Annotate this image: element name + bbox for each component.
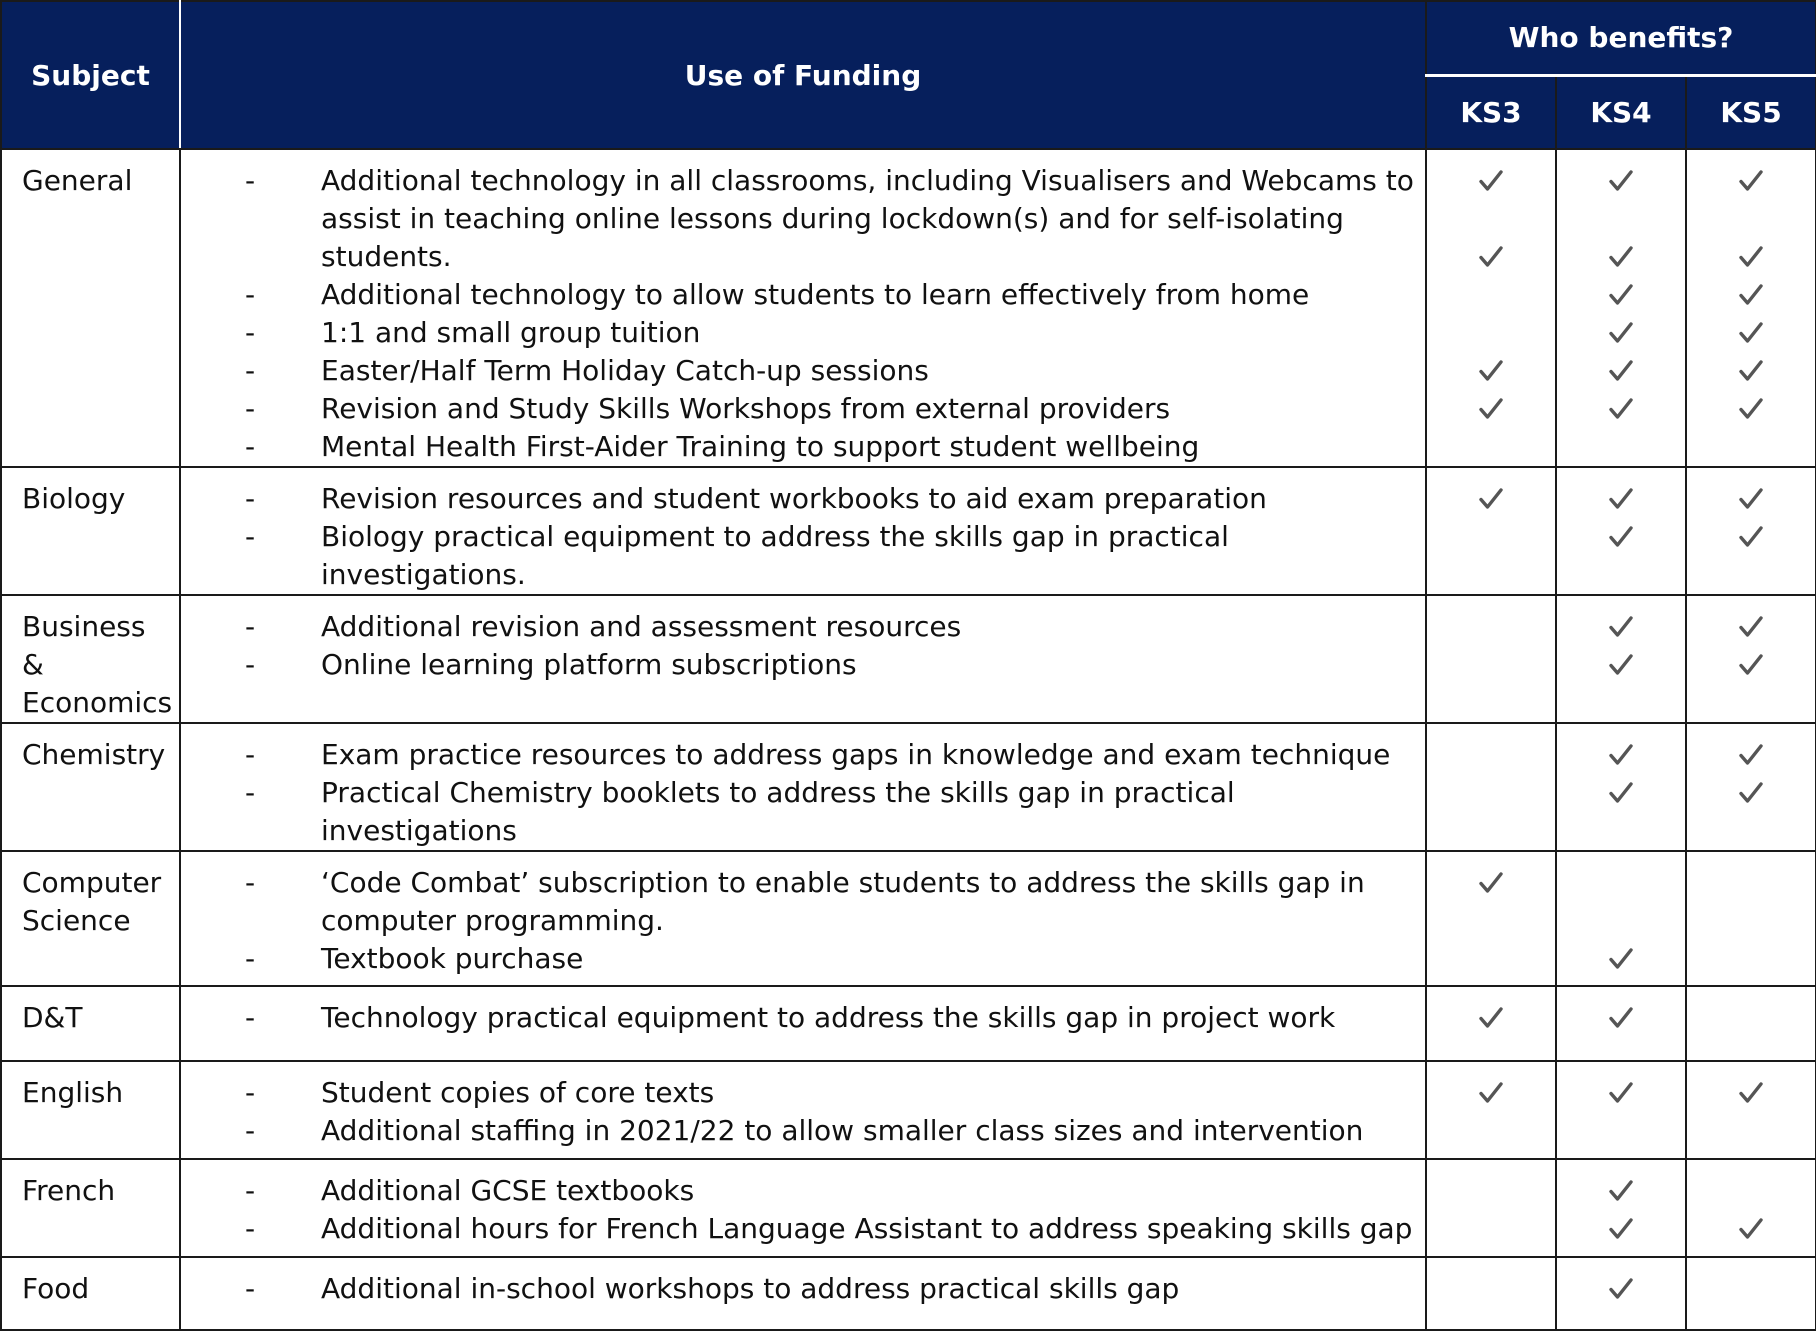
ks3-cell: [1426, 851, 1556, 986]
checkmark-icon: [1608, 615, 1634, 639]
checkmark-icon: [1738, 321, 1764, 345]
ks4-cell: [1556, 595, 1686, 723]
funding-item-text: Additional GCSE textbooks: [321, 1174, 695, 1207]
list-item: [181, 314, 1417, 352]
bullet-dash: -: [245, 1174, 256, 1207]
use-of-funding-cell: [180, 986, 1426, 1061]
subject-cell-french: French: [1, 1159, 180, 1257]
checkmark-icon: [1478, 487, 1504, 511]
checkmark-icon: [1608, 781, 1634, 805]
ks3-header: KS3: [1426, 75, 1556, 149]
use-of-funding-header: Use of Funding: [180, 1, 1426, 149]
checkmark-icon: [1738, 1217, 1764, 1241]
checkmark-icon: [1608, 487, 1634, 511]
ks4-cell: [1556, 1159, 1686, 1257]
checkmark-icon: [1738, 1081, 1764, 1105]
list-item: [181, 999, 1417, 1037]
checkmark-icon: [1608, 947, 1634, 971]
use-of-funding-cell: [180, 1159, 1426, 1257]
ks4-cell: [1556, 1061, 1686, 1159]
ks4-cell: [1556, 149, 1686, 467]
checkmark-icon: [1608, 359, 1634, 383]
funding-item-text: Additional technology to allow students to learn effectively from home: [321, 278, 1310, 311]
list-item: [181, 162, 1417, 276]
subject-cell-business-and-economics: Business & Economics: [1, 595, 180, 723]
funding-item-text: Online learning platform subscriptions: [321, 648, 857, 681]
checkmark-icon: [1738, 487, 1764, 511]
ks4-header: KS4: [1556, 75, 1686, 149]
who-benefits-header: Who benefits?: [1426, 1, 1816, 75]
funding-list: [181, 162, 1417, 466]
checkmark-icon: [1738, 615, 1764, 639]
ks5-cell: [1686, 595, 1816, 723]
use-of-funding-cell: [180, 1061, 1426, 1159]
ks5-cell: [1686, 467, 1816, 595]
ks3-cell: [1426, 149, 1556, 467]
checkmark-icon: [1478, 245, 1504, 269]
checkmark-icon: [1478, 169, 1504, 193]
funding-item-text: Additional in-school workshops to address practical skills gap: [321, 1272, 1180, 1305]
funding-list: [181, 864, 1417, 978]
funding-item-text: Student copies of core texts: [321, 1076, 715, 1109]
use-of-funding-cell: [180, 149, 1426, 467]
bullet-dash: -: [245, 1212, 256, 1245]
subject-header: Subject: [1, 1, 180, 149]
table-row: [1, 467, 1816, 595]
table-row: [1, 595, 1816, 723]
checkmark-icon: [1608, 1277, 1634, 1301]
bullet-dash: -: [245, 866, 256, 899]
ks3-cell: [1426, 723, 1556, 851]
list-item: [181, 774, 1417, 850]
checkmark-icon: [1738, 743, 1764, 767]
table-row: [1, 149, 1816, 467]
list-item: [181, 608, 1417, 646]
ks5-header: KS5: [1686, 75, 1816, 149]
ks3-cell: [1426, 467, 1556, 595]
bullet-dash: -: [245, 316, 256, 349]
checkmark-icon: [1608, 321, 1634, 345]
list-item: [181, 276, 1417, 314]
checkmark-icon: [1608, 169, 1634, 193]
ks3-cell: [1426, 595, 1556, 723]
use-of-funding-cell: [180, 723, 1426, 851]
ks5-cell: [1686, 851, 1816, 986]
checkmark-icon: [1478, 359, 1504, 383]
checkmark-icon: [1608, 397, 1634, 421]
funding-item-text: Exam practice resources to address gaps in knowledge and exam technique: [321, 738, 1391, 771]
checkmark-icon: [1608, 1006, 1634, 1030]
funding-item-text: Biology practical equipment to address the skills gap in practical investigations.: [321, 520, 1229, 591]
ks3-cell: [1426, 1061, 1556, 1159]
table-row: [1, 1061, 1816, 1159]
ks4-cell: [1556, 467, 1686, 595]
list-item: [181, 1112, 1417, 1150]
funding-item-text: Additional technology in all classrooms, including Visualisers and Webcams to assist in teaching online lessons during lockdown(s) and for self-isolating students.: [321, 164, 1414, 273]
checkmark-icon: [1738, 245, 1764, 269]
ks3-cell: [1426, 1159, 1556, 1257]
checkmark-icon: [1478, 397, 1504, 421]
checkmark-icon: [1738, 653, 1764, 677]
funding-item-text: Mental Health First-Aider Training to support student wellbeing: [321, 430, 1200, 463]
checkmark-icon: [1608, 653, 1634, 677]
bullet-dash: -: [245, 354, 256, 387]
checkmark-icon: [1738, 397, 1764, 421]
list-item: [181, 940, 1417, 978]
list-item: [181, 646, 1417, 684]
funding-list: [181, 1172, 1417, 1248]
subject-cell-english: English: [1, 1061, 180, 1159]
table-body: [1, 149, 1816, 1330]
checkmark-icon: [1738, 283, 1764, 307]
bullet-dash: -: [245, 520, 256, 553]
list-item: [181, 428, 1417, 466]
funding-list: [181, 999, 1417, 1037]
subject-cell-biology: Biology: [1, 467, 180, 595]
subject-cell-computer-science: Computer Science: [1, 851, 180, 986]
list-item: [181, 864, 1417, 940]
checkmark-icon: [1478, 1006, 1504, 1030]
ks4-cell: [1556, 851, 1686, 986]
bullet-dash: -: [245, 392, 256, 425]
funding-item-text: Revision resources and student workbooks to aid exam preparation: [321, 482, 1267, 515]
bullet-dash: -: [245, 482, 256, 515]
funding-item-text: Textbook purchase: [321, 942, 584, 975]
funding-item-text: 1:1 and small group tuition: [321, 316, 701, 349]
use-of-funding-cell: [180, 1257, 1426, 1330]
table-row: [1, 1159, 1816, 1257]
checkmark-icon: [1608, 743, 1634, 767]
checkmark-icon: [1478, 871, 1504, 895]
list-item: [181, 1074, 1417, 1112]
bullet-dash: -: [245, 278, 256, 311]
bullet-dash: -: [245, 738, 256, 771]
bullet-dash: -: [245, 1001, 256, 1034]
table-row: [1, 851, 1816, 986]
use-of-funding-cell: [180, 851, 1426, 986]
ks4-cell: [1556, 986, 1686, 1061]
funding-item-text: Additional hours for French Language Assistant to address speaking skills gap: [321, 1212, 1413, 1245]
subject-cell-general: General: [1, 149, 180, 467]
checkmark-icon: [1608, 1081, 1634, 1105]
checkmark-icon: [1738, 525, 1764, 549]
ks5-cell: [1686, 149, 1816, 467]
funding-item-text: Additional revision and assessment resources: [321, 610, 962, 643]
funding-item-text: Technology practical equipment to address the skills gap in project work: [321, 1001, 1336, 1034]
ks5-cell: [1686, 1159, 1816, 1257]
ks5-cell: [1686, 986, 1816, 1061]
use-of-funding-cell: [180, 467, 1426, 595]
checkmark-icon: [1738, 359, 1764, 383]
bullet-dash: -: [245, 648, 256, 681]
funding-list: [181, 736, 1417, 850]
list-item: [181, 1210, 1417, 1248]
ks5-cell: [1686, 1257, 1816, 1330]
funding-list: [181, 608, 1417, 684]
bullet-dash: -: [245, 1272, 256, 1305]
funding-list: [181, 1270, 1417, 1308]
funding-item-text: Easter/Half Term Holiday Catch-up sessions: [321, 354, 929, 387]
list-item: [181, 1172, 1417, 1210]
ks3-cell: [1426, 1257, 1556, 1330]
checkmark-icon: [1608, 283, 1634, 307]
ks3-cell: [1426, 986, 1556, 1061]
list-item: [181, 518, 1417, 594]
funding-list: [181, 480, 1417, 594]
ks5-cell: [1686, 1061, 1816, 1159]
list-item: [181, 352, 1417, 390]
checkmark-icon: [1608, 1217, 1634, 1241]
bullet-dash: -: [245, 942, 256, 975]
bullet-dash: -: [245, 1114, 256, 1147]
subject-cell-chemistry: Chemistry: [1, 723, 180, 851]
bullet-dash: -: [245, 610, 256, 643]
checkmark-icon: [1608, 1179, 1634, 1203]
funding-item-text: ‘Code Combat’ subscription to enable students to address the skills gap in computer programming.: [321, 866, 1365, 937]
checkmark-icon: [1608, 525, 1634, 549]
table-row: [1, 986, 1816, 1061]
bullet-dash: -: [245, 164, 256, 197]
use-of-funding-cell: [180, 595, 1426, 723]
list-item: [181, 390, 1417, 428]
bullet-dash: -: [245, 1076, 256, 1109]
funding-item-text: Practical Chemistry booklets to address the skills gap in practical investigations: [321, 776, 1235, 847]
table-row: [1, 1257, 1816, 1330]
table-row: [1, 723, 1816, 851]
ks4-cell: [1556, 1257, 1686, 1330]
list-item: [181, 736, 1417, 774]
funding-item-text: Additional staffing in 2021/22 to allow smaller class sizes and intervention: [321, 1114, 1364, 1147]
funding-item-text: Revision and Study Skills Workshops from external providers: [321, 392, 1171, 425]
checkmark-icon: [1478, 1081, 1504, 1105]
funding-list: [181, 1074, 1417, 1150]
subject-cell-food: Food: [1, 1257, 180, 1330]
checkmark-icon: [1738, 169, 1764, 193]
bullet-dash: -: [245, 776, 256, 809]
ks5-cell: [1686, 723, 1816, 851]
list-item: [181, 1270, 1417, 1308]
ks4-cell: [1556, 723, 1686, 851]
checkmark-icon: [1608, 245, 1634, 269]
list-item: [181, 480, 1417, 518]
checkmark-icon: [1738, 781, 1764, 805]
bullet-dash: -: [245, 430, 256, 463]
subject-cell-dandt: D&T: [1, 986, 180, 1061]
